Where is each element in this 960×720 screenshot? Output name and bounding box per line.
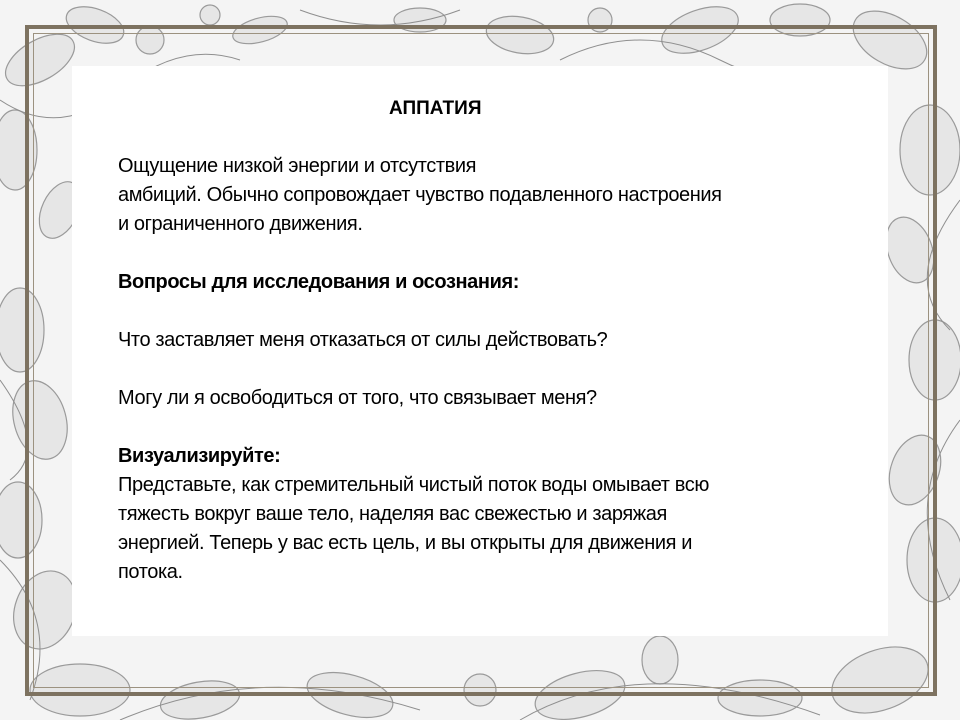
- intro-line-2: амбиций. Обычно сопровождает чувство подавленного настроения: [118, 184, 722, 206]
- question-1: Что заставляет меня отказаться от силы действовать?: [118, 329, 608, 351]
- visualize-line-3: энергией. Теперь у вас есть цель, и вы открыты для движения и: [118, 532, 692, 554]
- questions-heading: Вопросы для исследования и осознания:: [118, 271, 520, 293]
- visualize-heading: Визуализируйте:: [118, 445, 281, 467]
- intro-line-3: и ограниченного движения.: [118, 213, 363, 235]
- visualize-line-1: Представьте, как стремительный чистый поток воды омывает всю: [118, 474, 709, 496]
- slide-title: АППАТИЯ: [389, 98, 482, 119]
- visualize-line-4: потока.: [118, 561, 183, 583]
- intro-line-1: Ощущение низкой энергии и отсутствия: [118, 155, 477, 177]
- question-2: Могу ли я освободиться от того, что связывает меня?: [118, 387, 597, 409]
- visualize-line-2: тяжесть вокруг ваше тело, наделяя вас свежестью и заряжая: [118, 503, 667, 525]
- slide-text: [118, 94, 878, 587]
